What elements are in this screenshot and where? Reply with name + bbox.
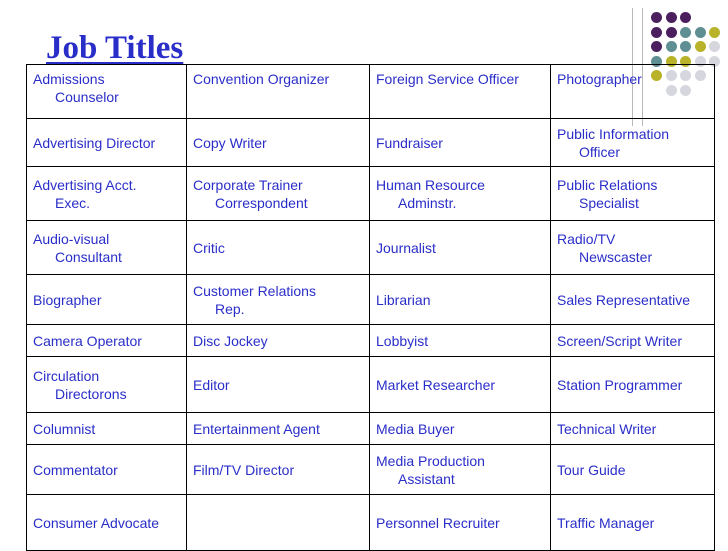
job-title-line1: Circulation [33, 367, 100, 384]
job-title-line1: Convention Organizer [193, 71, 330, 87]
table-cell [370, 445, 551, 495]
table-cell [187, 445, 370, 495]
job-title-line1: Camera Operator [33, 332, 142, 349]
job-title-line2: Adminstr. [398, 194, 457, 211]
job-title-line2: Newscaster [579, 248, 653, 265]
decorative-dot [651, 41, 662, 52]
decorative-dot [695, 41, 706, 52]
table-cell [27, 275, 187, 325]
job-title-line1: Radio/TV [557, 230, 616, 247]
job-title-line1: Critic [193, 239, 225, 256]
table-cell [551, 413, 715, 445]
job-title-line1: Entertainment Agent [193, 420, 320, 437]
decorative-dot [680, 41, 691, 52]
job-title-line1: Personnel Recruiter [376, 514, 500, 531]
job-title-line2: Specialist [579, 194, 639, 211]
decorative-dot [651, 27, 662, 38]
table-cell [187, 413, 370, 445]
table-cell [551, 221, 715, 275]
table-cell [27, 119, 187, 167]
table-cell [370, 357, 551, 413]
job-title-line1: Film/TV Director [193, 461, 295, 478]
table-cell [27, 445, 187, 495]
table-cell [551, 275, 715, 325]
job-title-line1: Lobbyist [376, 332, 429, 349]
job-title-line1: Copy Writer [193, 134, 267, 151]
job-title-line1: Customer Relations [193, 282, 316, 299]
table-cell [187, 275, 370, 325]
decorative-dot [709, 27, 720, 38]
job-title-line2: Counselor [55, 89, 119, 105]
table-cell [370, 495, 551, 551]
table-cell [27, 495, 187, 551]
job-title-line2: Rep. [215, 300, 245, 317]
job-title-line1: Admissions [33, 71, 105, 87]
table-cell [27, 357, 187, 413]
table-row [27, 445, 715, 495]
job-title-line2: Officer [579, 143, 620, 160]
table-cell [551, 119, 715, 167]
table-cell [187, 357, 370, 413]
table-cell [551, 495, 715, 551]
job-title-line2: Exec. [55, 194, 91, 211]
job-title-line1: Technical Writer [557, 420, 657, 437]
job-title-line1: Foreign Service Officer [376, 71, 519, 87]
job-title-line1: Advertising Director [33, 134, 156, 151]
job-title-line1: Disc Jockey [193, 332, 268, 349]
job-title-line1: Market Researcher [376, 376, 496, 393]
table-row [27, 357, 715, 413]
job-title-line1: Public Information [557, 125, 670, 142]
job-title-line2: Assistant [398, 470, 455, 487]
table-cell [27, 221, 187, 275]
table-row [27, 325, 715, 357]
job-titles-table [26, 64, 715, 551]
decorative-dot [680, 12, 691, 23]
table-row [27, 495, 715, 551]
job-title-line1: Advertising Acct. [33, 176, 137, 193]
table-cell [370, 275, 551, 325]
table-cell [551, 65, 715, 119]
table-cell [27, 167, 187, 221]
job-title-line1: Commentator [33, 461, 118, 478]
table-cell [551, 445, 715, 495]
job-title-line1: Media Production [376, 452, 485, 469]
decorative-dot [709, 41, 720, 52]
job-title-line1: Consumer Advocate [33, 514, 160, 531]
job-title-line1: Screen/Script Writer [557, 332, 682, 349]
table-row [27, 413, 715, 445]
table-cell [27, 413, 187, 445]
job-title-line1: Journalist [376, 239, 436, 256]
table-cell [187, 65, 370, 119]
table-cell [187, 325, 370, 357]
job-title-line1: Media Buyer [376, 420, 455, 437]
table-cell [551, 357, 715, 413]
job-title-line1: Corporate Trainer [193, 176, 303, 193]
decorative-dot [651, 12, 662, 23]
job-title-line1: Human Resource [376, 176, 485, 193]
decorative-dot [695, 27, 706, 38]
job-title-line1: Fundraiser [376, 134, 443, 151]
table-cell [187, 167, 370, 221]
job-title-line1: Biographer [33, 291, 102, 308]
decorative-dot [666, 41, 677, 52]
table-row [27, 221, 715, 275]
table-cell [370, 221, 551, 275]
table-cell [370, 167, 551, 221]
job-title-line2: Consultant [55, 248, 122, 265]
job-title-line1: Photographer [557, 71, 642, 87]
table-cell [187, 119, 370, 167]
job-title-line1: Audio-visual [33, 230, 110, 247]
table-row [27, 167, 715, 221]
job-title-line1: Station Programmer [557, 376, 683, 393]
job-title-line1: Editor [193, 376, 230, 393]
table-cell [27, 65, 187, 119]
table-row [27, 275, 715, 325]
job-title-line1: Columnist [33, 420, 96, 437]
job-title-line1: Sales Representative [557, 291, 691, 308]
table-cell [27, 325, 187, 357]
table-cell [551, 167, 715, 221]
page-title: Job Titles [46, 30, 184, 66]
table-cell [370, 65, 551, 119]
job-title-line1: Public Relations [557, 176, 658, 193]
table-cell [551, 325, 715, 357]
job-title-line1: Traffic Manager [557, 514, 655, 531]
table-cell [370, 325, 551, 357]
decorative-dot [680, 27, 691, 38]
job-title-line1: Librarian [376, 291, 431, 308]
decorative-dot [666, 12, 677, 23]
table-cell [187, 221, 370, 275]
table-cell [370, 413, 551, 445]
table-cell [187, 495, 370, 551]
job-title-line2: Directorons [55, 385, 127, 402]
decorative-dot [666, 27, 677, 38]
job-title-line2: Correspondent [215, 194, 308, 211]
table-row [27, 65, 715, 119]
table-row [27, 119, 715, 167]
job-title-line1: Tour Guide [557, 461, 626, 478]
table-cell [370, 119, 551, 167]
